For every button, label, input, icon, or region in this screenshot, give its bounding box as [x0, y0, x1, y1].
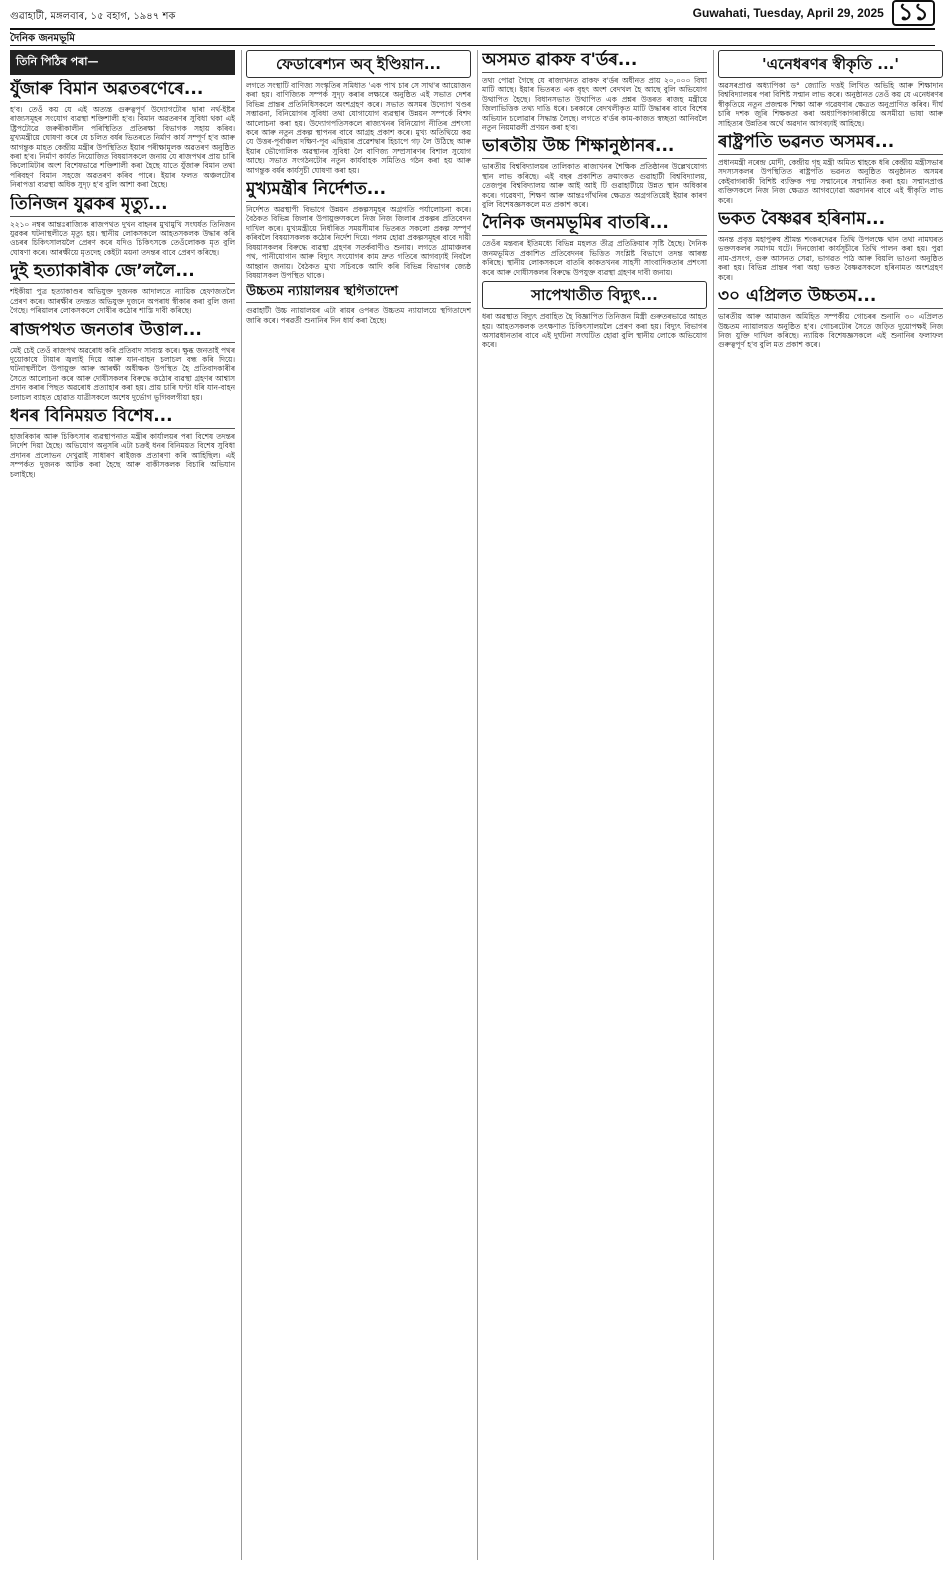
article: [718, 209, 943, 282]
article: [718, 132, 943, 205]
article-body: শইকীয়া পুত্ৰ হত্যাকাণ্ডৰ অভিযুক্ত দুজনক আদালতে ন্যায়িক হেফাজতলৈ প্ৰেৰণ কৰে। আৰক্ষীৰ তদন্তত অভিযুক্ত দুজনে অপৰাধ স্বীকাৰ কৰা বুলি জনা গৈছে। পৰিয়ালৰ লোকসকলে দোষীৰ কঠোৰ শাস্তি দাবী কৰিছে।: [10, 287, 235, 316]
article-body: অনন্ত প্ৰবৃত্ত মহাপুৰুষ শ্ৰীমন্ত শংকৰদেৱৰ তিথি উপলক্ষে থান তথা নামঘৰত ভক্তসকলৰ সমাগম ঘটে। দিনজোৰা কাৰ্যসূচীৰে তিথি পালন কৰা হয়। পুৱা নাম-প্ৰসংগ, গুৰু আসনত সেৱা, ভাগৱত পাঠ আৰু বিয়লি ভাওনা অনুষ্ঠিত কৰা হয়। বিভিন্ন প্ৰান্তৰ পৰা অহা ভকত বৈষ্ণৱসকলে হৰিনামত অংশগ্ৰহণ কৰে।: [718, 235, 943, 282]
section-tag: তিনি পিঠিৰ পৰা—: [10, 50, 235, 75]
article-body: নিৰ্দেশত অৱস্থাপী বিভাগে উন্নয়ন প্ৰকল্পসমূহৰ অগ্ৰগতি পৰ্যালোচনা কৰে। বৈঠকত বিভিন্ন জিলাৰ উপায়ুক্তসকলে নিজ নিজ জিলাৰ প্ৰকল্পৰ প্ৰতিবেদন দাখিল কৰে। মুখ্যমন্ত্ৰীয়ে নিৰ্ধাৰিত সময়সীমাৰ ভিতৰত সকলো প্ৰকল্প সম্পূৰ্ণ কৰিবলৈ বিষয়াসকলক কঠোৰ নিৰ্দেশ দিয়ে। পলম হোৱা প্ৰকল্পসমূহৰ বাবে দায়ী বিষয়াসকলৰ বিৰুদ্ধে ব্যৱস্থা গ্ৰহণৰ সতৰ্কবাণীও শুনায়। লগতে গ্ৰামাঞ্চলৰ পথ, পানীযোগান আৰু বিদ্যুৎ সংযোগৰ কাম দ্ৰুত গতিৰে আগবঢ়াই নিবলৈ আহ্বান জনায়। বৈঠকত মুখ্য সচিবকে আদি কৰি বিভিন্ন বিভাগৰ জ্যেষ্ঠ বিষয়াসকল উপস্থিত থাকে।: [246, 205, 471, 280]
article: [10, 406, 235, 479]
article-headline: 'এনেধৰণৰ স্বীকৃতি ...': [718, 50, 943, 78]
article: [10, 79, 235, 190]
article-body: গুৱাহাটী উচ্চ ন্যায়ালয়ৰ এটা ৰায়ৰ ওপৰত উচ্চতম ন্যায়ালয়ে স্থগিতাদেশ জাৰি কৰে। পৰৱৰ্তী শুনানিৰ দিন ধাৰ্য কৰা হৈছে।: [246, 306, 471, 325]
article-headline: ৩০ এপ্ৰিলত উচ্চতম...: [718, 286, 943, 309]
article-headline: দৈনিক জনমভূমিৰ বাতৰি...: [482, 213, 707, 236]
masthead: [10, 0, 935, 30]
paper-name: দৈনিক জনমভূমি: [10, 30, 935, 46]
article-body: হ'ব। তেওঁ কয় যে এই অত্যন্ত গুৰুত্বপূৰ্ণ উদ্যোগটোৰ দ্বাৰা নৰ্থ-ইষ্টৰ ৰাজ্যসমূহৰ সংযোগ ব্যৱস্থা শক্তিশালী হ'ব। বিমান অৱতৰণৰ সুবিধা থকা এই ষ্ট্ৰিপটোৱে জৰুৰীকালীন পৰিস্থিতিত প্ৰতিৰক্ষা বিভাগক সহায় কৰিব। মুখ্যমন্ত্ৰীয়ে ঘোষণা কৰে যে চলিত বৰ্ষৰ ভিতৰতে নিৰ্মাণ কাৰ্য সম্পূৰ্ণ হ'ব আৰু আগন্তুক মাহত কেন্দ্ৰীয় মন্ত্ৰীৰ উপস্থিতিত ইয়াৰ পৰীক্ষামূলক অৱতৰণ অনুষ্ঠিত কৰা হ'ব। নিৰ্মাণ কাৰ্যত নিয়োজিত বিষয়াসকলে জনায় যে ৰাজপথৰ প্ৰায় চাৰি কিলোমিটাৰ অংশ বিশেষভাৱে শক্তিশালী কৰা হৈছে যাতে যুঁজাৰু বিমান তথা পৰিবহণ বিমান সহজে অৱতৰণ কৰিব পাৰে। ইয়াৰ ফলত অঞ্চলটোৰ নিৰাপত্তা ব্যৱস্থা অধিক সুদৃঢ় হ'ব বুলি আশা কৰা হৈছে।: [10, 105, 235, 190]
column-3: [477, 50, 707, 1560]
article: [246, 179, 471, 280]
article-headline: তিনিজন যুৱকৰ মৃত্যু...: [10, 194, 235, 217]
article: [482, 50, 707, 132]
article-headline: ৰাজপথত জনতাৰ উত্তাল...: [10, 320, 235, 343]
article: [482, 136, 707, 209]
article-body: ভাৰতীয় বিশ্ববিদ্যালয়ৰ তালিকাত ৰাজ্যখনৰ শৈক্ষিক প্ৰতিষ্ঠানৰ উল্লেখযোগ্য স্থান লাভ কৰিছে। এই বছৰ প্ৰকাশিত ক্ৰমাংকত গুৱাহাটী বিশ্ববিদ্যালয়, তেজপুৰ বিশ্ববিদ্যালয় আৰু আই আই টি গুৱাহাটীয়ে উন্নত স্থান অধিকাৰ কৰে। গৱেষণা, শিক্ষণ আৰু আন্তঃগাঁথনিৰ ক্ষেত্ৰত অগ্ৰগতিয়েই ইয়াৰ কাৰণ বুলি বিশেষজ্ঞসকলে মত প্ৰকাশ কৰে।: [482, 162, 707, 210]
article-headline: ৰাষ্ট্ৰপতি ভৱনত অসমৰ...: [718, 132, 943, 155]
column-1: [10, 50, 235, 1560]
article: [482, 213, 707, 277]
column-4: [713, 50, 943, 1560]
article-body: তথ্য পোৱা গৈছে যে ৰাজ্যখনত ৱাকফ ব'ৰ্ডৰ অধীনত প্ৰায় ২০,০০০ বিঘা মাটি আছে। ইয়াৰ ভিতৰত এক বৃহৎ অংশ বেদখল হৈ আছে বুলি অভিযোগ উত্থাপিত হৈছে। বিধানসভাত উত্থাপিত এক প্ৰশ্নৰ উত্তৰত ৰাজহ মন্ত্ৰীয়ে জিলাভিত্তিক তথ্য দাঙি ধৰে। চৰকাৰে বেদখলীকৃত মাটি উদ্ধাৰৰ বাবে বিশেষ অভিযান চলোৱাৰ সিদ্ধান্ত লৈছে। লগতে ব'ৰ্ডৰ কাম-কাজত স্বচ্ছতা আনিবলৈ নতুন নিয়মাৱলী প্ৰণয়ন কৰা হ'ব।: [482, 76, 707, 133]
article-body: প্ৰধানমন্ত্ৰী নৰেন্দ্ৰ মোদী, কেন্দ্ৰীয় গৃহ মন্ত্ৰী অমিত শ্বাহকে ধৰি কেন্দ্ৰীয় মন্ত্ৰীসভাৰ সদস্যসকলৰ উপস্থিতিত ৰাষ্ট্ৰপতি ভৱনত অনুষ্ঠিত অনুষ্ঠানত অসমৰ কেইবাগৰাকী বিশিষ্ট ব্যক্তিক পদ্ম সন্মানেৰে সন্মানিত কৰা হয়। সন্মানপ্ৰাপ্ত ব্যক্তিসকলে নিজ নিজ ক্ষেত্ৰত আগবঢ়োৱা অৱদানৰ বাবে এই স্বীকৃতি লাভ কৰে।: [718, 158, 943, 205]
article: [482, 281, 707, 350]
article: [246, 50, 471, 175]
article: [718, 50, 943, 128]
article-body: ভাৰতীয় আৰু আমাজন অমিহিত সম্পৰ্কীয় গোচৰৰ শুনানি ৩০ এপ্ৰিলত উচ্চতম ন্যায়ালয়ত অনুষ্ঠিত হ'ব। গোচৰটোৰ সৈতে জড়িত দুয়োপক্ষই নিজ নিজ যুক্তি দাখিল কৰিছে। ন্যায়িক বিশেষজ্ঞসকলে এই শুনানিৰ ফলাফল গুৰুত্বপূৰ্ণ হ'ব বুলি মত প্ৰকাশ কৰে।: [718, 312, 943, 350]
article: [10, 194, 235, 258]
article: [10, 261, 235, 315]
dateline-en: Guwahati, Tuesday, April 29, 2025: [692, 6, 884, 20]
dateline-local: গুৱাহাটী, মঙ্গলবাৰ, ১৫ বহাগ, ১৯৪৭ শক: [10, 11, 176, 22]
article: [10, 320, 235, 402]
article-body: ২২১০ নম্বৰ আন্তঃৰাজ্যিক ৰাজপথত দুখন বাহনৰ মুখামুখি সংঘৰ্ষত তিনিজন যুৱকৰ ঘটনাস্থলীতে মৃত্যু হয়। স্থানীয় লোকসকলে আহতসকলক উদ্ধাৰ কৰি ওচৰৰ চিকিৎসালয়লৈ প্ৰেৰণ কৰে যদিও চিকিৎসকে তেওঁলোকক মৃত বুলি ঘোষণা কৰে। আৰক্ষীয়ে মৃতদেহ কেইটা ময়না তদন্তৰ বাবে প্ৰেৰণ কৰিছে।: [10, 219, 235, 257]
page-number: ১১: [892, 0, 935, 26]
article-body: লগতে সংস্থাটি বাণিজ্য সংস্কৃতিৰ সমিধাত 'এক পাখ চাৰ সে সাথ'ৰ আয়োজন কৰা হয়। বাণিজ্যিক সম্পৰ্ক সুদৃঢ় কৰাৰ লক্ষ্যৰে অনুষ্ঠিত এই সভাত দেশৰ বিভিন্ন প্ৰান্তৰ প্ৰতিনিধিসকলে অংশগ্ৰহণ কৰে। সভাত অসমৰ উদ্যোগ খণ্ডৰ সম্ভাৱনা, বিনিয়োগৰ সুবিধা তথা যোগাযোগ ব্যৱস্থাৰ উন্নয়ন সম্পৰ্কে বিশদ আলোচনা কৰা হয়। উদ্যোগপতিসকলে ৰাজ্যখনৰ বিনিয়োগ নীতিৰ প্ৰশংসা কৰে আৰু নতুন প্ৰকল্প স্থাপনৰ বাবে আগ্ৰহ প্ৰকাশ কৰে। মুখ্য অতিথিয়ে কয় যে উত্তৰ-পূৰ্বাঞ্চল দক্ষিণ-পূব এছিয়াৰ প্ৰৱেশদ্বাৰ হিচাপে গঢ় লৈ উঠিছে আৰু ইয়াৰ ভৌগোলিক অৱস্থানৰ সুবিধা লৈ বাণিজ্য সম্প্ৰসাৰণৰ বিশাল সুযোগ আছে। সভাত সংগঠনটোৰ নতুন কাৰ্যবাহক সমিতিও গঠন কৰা হয় আৰু আগন্তুক বৰ্ষৰ কাৰ্যসূচী ঘোষণা কৰা হয়।: [246, 81, 471, 175]
article-body: ধৰা অৱস্থাত বিদ্যুৎ প্ৰবাহিত হৈ বিজ্ঞাপিত তিনিজন মিস্ত্ৰী গুৰুতৰভাৱে আহত হয়। আহতসকলক তৎক্ষণাত চিকিৎসালয়লৈ প্ৰেৰণ কৰা হয়। বিদ্যুৎ বিভাগৰ অসাৱধানতাৰ বাবে এই দুৰ্ঘটনা সংঘটিত হোৱা বুলি স্থানীয় লোকে অভিযোগ কৰে।: [482, 312, 707, 350]
article-body: অৱসৰপ্ৰাপ্ত অধ্যাপিকা ড° জ্যোতি দত্তই লিখিত অভিহি আৰু শিক্ষাদান বিশ্ববিদ্যালয়ৰ পৰা বিশিষ্ট সন্মান লাভ কৰে। অনুষ্ঠানত তেওঁ কয় যে এনেধৰণৰ স্বীকৃতিয়ে নতুন প্ৰজন্মক শিক্ষা আৰু গৱেষণাৰ ক্ষেত্ৰত অনুপ্ৰাণিত কৰিব। দীৰ্ঘ চাৰি দশক জুৰি শিক্ষকতা কৰা অধ্যাপিকাগৰাকীয়ে অসমীয়া ভাষা আৰু সাহিত্যৰ উন্নতিৰ অৰ্থে অৱদান আগবঢ়াই আহিছে।: [718, 81, 943, 128]
article-headline: অসমত ৱাকফ ব'ৰ্ডৰ...: [482, 50, 707, 73]
article-headline: ভকত বৈষ্ণৱৰ হৰিনাম...: [718, 209, 943, 232]
article-headline: দুই হত্যাকাৰীক জেʼললৈ...: [10, 261, 235, 284]
column-2: [241, 50, 471, 1560]
article-headline: যুঁজাৰু বিমান অৱতৰণেৰে...: [10, 79, 235, 102]
article-headline: সাপেখাতীত বিদ্যুৎ...: [482, 281, 707, 309]
article-body: মেই চেই তেওঁ ৰাজপথ অৱৰোধ কৰি প্ৰতিবাদ সাব্যস্ত কৰে। ক্ষুব্ধ জনতাই পথৰ দুয়োকাষে টায়াৰ জ্বলাই দিয়ে আৰু যান-বাহন চলাচল বন্ধ কৰি দিয়ে। ঘটনাস্থলীলৈ উপায়ুক্ত আৰু আৰক্ষী অধীক্ষক উপস্থিত হৈ প্ৰতিবাদকাৰীৰ সৈতে আলোচনা কৰে আৰু দোষীসকলৰ বিৰুদ্ধে কঠোৰ ব্যৱস্থা গ্ৰহণৰ আশ্বাস প্ৰদান কৰাৰ পিছত অৱৰোধ প্ৰত্যাহাৰ কৰা হয়। প্ৰায় চাৰি ঘণ্টা ধৰি যান-বাহন চলাচল ব্যাহত হোৱাত যাত্ৰীসকলে অশেষ দুৰ্ভোগ ভুগিবলগীয়া হয়।: [10, 345, 235, 402]
article-headline: ধনৰ বিনিময়ত বিশেষ...: [10, 406, 235, 429]
article-headline: ভাৰতীয় উচ্চ শিক্ষানুষ্ঠানৰ...: [482, 136, 707, 159]
article: [718, 286, 943, 350]
article-headline: ফেডাৰেশ্যন অব্ ইণ্ডিয়ান...: [246, 50, 471, 78]
article-body: তেওঁৰ মন্তব্যৰ ইতিমধ্যে বিভিন্ন মহলত তীব্ৰ প্ৰতিক্ৰিয়াৰ সৃষ্টি হৈছে। দৈনিক জনমভূমিত প্ৰকাশিত প্ৰতিবেদনৰ ভিত্তিত সংশ্লিষ্ট বিভাগে তদন্ত আৰম্ভ কৰিছে। স্থানীয় লোকসকলে বাতৰি কাকতখনৰ সাহসী সাংবাদিকতাৰ প্ৰশংসা কৰে আৰু দোষীসকলৰ বিৰুদ্ধে উপযুক্ত ব্যৱস্থা গ্ৰহণৰ দাবী জনায়।: [482, 239, 707, 277]
article: [246, 284, 471, 325]
article-headline: মুখ্যমন্ত্ৰীৰ নিৰ্দেশত...: [246, 179, 471, 202]
article-body: হাজৰিকাৰ আৰু চিকিৎসাৰ ব্যৱস্থাপনাত মন্ত্ৰীৰ কাৰ্যালয়ৰ পৰা বিশেষ তদন্তৰ নিৰ্দেশ দিয়া হৈছে। অভিযোগ অনুসৰি এটা চক্ৰই ধনৰ বিনিময়ত বিশেষ সুবিধা প্ৰদানৰ প্ৰলোভন দেখুৱাই সাধাৰণ ৰাইজক প্ৰতাৰণা কৰি আহিছিল। এই সম্পৰ্কত দুজনক আটক কৰা হৈছে আৰু বাকীসকলক বিচাৰি অভিযান চলাইছে।: [10, 431, 235, 479]
article-headline: উচ্চতম ন্যায়ালয়ৰ স্থগিতাদেশ: [246, 284, 471, 303]
